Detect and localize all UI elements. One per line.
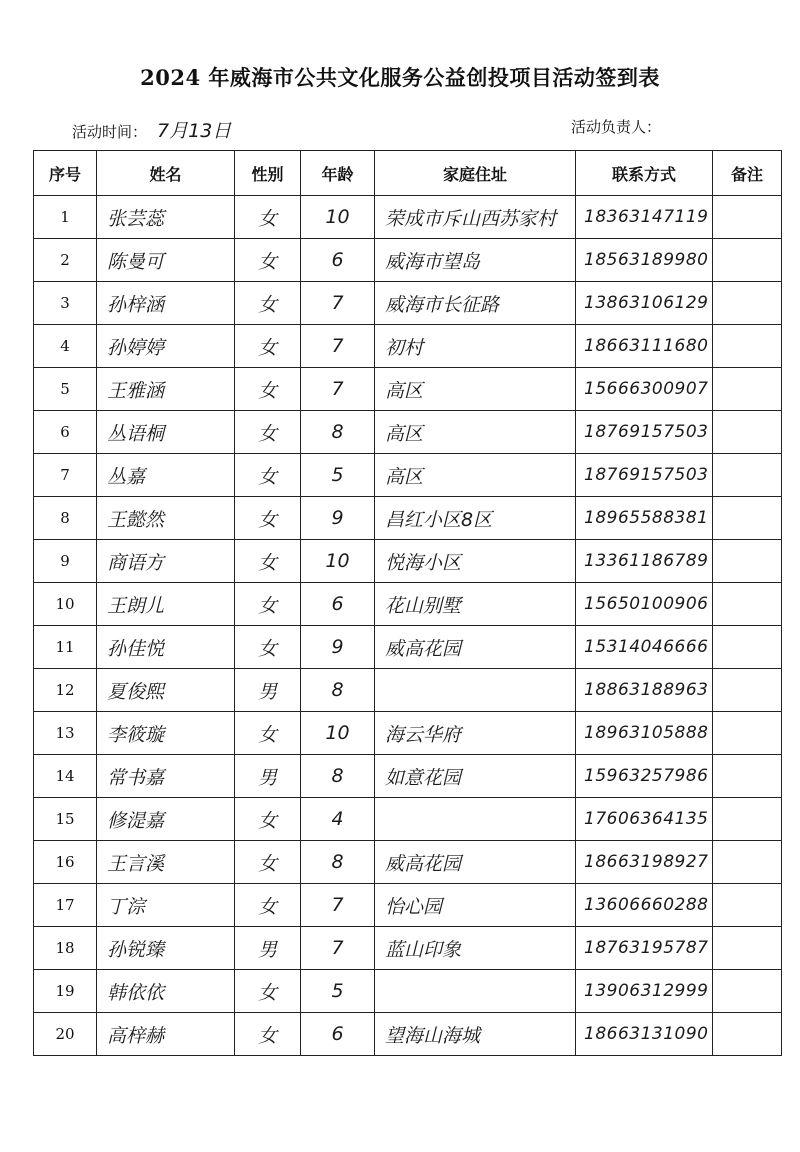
age-cell: 8 bbox=[301, 411, 375, 454]
name-cell: 王雅涵 bbox=[97, 368, 235, 411]
table-row bbox=[34, 368, 782, 411]
gender-cell: 女 bbox=[235, 454, 301, 497]
gender-cell: 女 bbox=[235, 970, 301, 1013]
row-number: 10 bbox=[34, 583, 97, 626]
age-cell: 8 bbox=[301, 669, 375, 712]
address-cell: 悦海小区 bbox=[375, 540, 576, 583]
note-cell bbox=[713, 798, 782, 841]
address-cell: 威海市长征路 bbox=[375, 282, 576, 325]
table-row bbox=[34, 540, 782, 583]
phone-cell: 15650100906 bbox=[576, 583, 713, 626]
address-cell: 高区 bbox=[375, 368, 576, 411]
gender-cell: 女 bbox=[235, 325, 301, 368]
note-cell bbox=[713, 712, 782, 755]
note-cell bbox=[713, 196, 782, 239]
gender-cell: 女 bbox=[235, 798, 301, 841]
gender-cell: 女 bbox=[235, 540, 301, 583]
age-cell: 7 bbox=[301, 368, 375, 411]
note-cell bbox=[713, 454, 782, 497]
address-cell: 高区 bbox=[375, 454, 576, 497]
name-cell: 王言溪 bbox=[97, 841, 235, 884]
phone-cell: 18963105888 bbox=[576, 712, 713, 755]
table-row bbox=[34, 282, 782, 325]
row-number: 8 bbox=[34, 497, 97, 540]
table-row bbox=[34, 841, 782, 884]
note-cell bbox=[713, 927, 782, 970]
address-cell: 威海市望岛 bbox=[375, 239, 576, 282]
name-cell: 丛语桐 bbox=[97, 411, 235, 454]
age-cell: 4 bbox=[301, 798, 375, 841]
person-in-charge-label: 活动负责人： bbox=[571, 118, 662, 136]
phone-cell: 13361186789 bbox=[576, 540, 713, 583]
address-cell: 海云华府 bbox=[375, 712, 576, 755]
table-row bbox=[34, 454, 782, 497]
age-cell: 10 bbox=[301, 196, 375, 239]
name-cell: 商语方 bbox=[97, 540, 235, 583]
phone-cell: 18763195787 bbox=[576, 927, 713, 970]
header-note: 备注 bbox=[713, 151, 782, 196]
table-row bbox=[34, 626, 782, 669]
header-age: 年龄 bbox=[301, 151, 375, 196]
header-gender: 性别 bbox=[235, 151, 301, 196]
age-cell: 9 bbox=[301, 497, 375, 540]
age-cell: 8 bbox=[301, 841, 375, 884]
name-cell: 孙梓涵 bbox=[97, 282, 235, 325]
name-cell: 丁淙 bbox=[97, 884, 235, 927]
table-row bbox=[34, 884, 782, 927]
age-cell: 7 bbox=[301, 282, 375, 325]
note-cell bbox=[713, 1013, 782, 1056]
age-cell: 7 bbox=[301, 325, 375, 368]
header-address: 家庭住址 bbox=[375, 151, 576, 196]
phone-cell: 18965588381 bbox=[576, 497, 713, 540]
age-cell: 6 bbox=[301, 583, 375, 626]
person-in-charge bbox=[571, 116, 661, 137]
note-cell bbox=[713, 411, 782, 454]
note-cell bbox=[713, 884, 782, 927]
name-cell: 张芸蕊 bbox=[97, 196, 235, 239]
gender-cell: 女 bbox=[235, 368, 301, 411]
address-cell: 望海山海城 bbox=[375, 1013, 576, 1056]
table-row bbox=[34, 325, 782, 368]
age-cell: 7 bbox=[301, 927, 375, 970]
name-cell: 常书嘉 bbox=[97, 755, 235, 798]
age-cell: 10 bbox=[301, 712, 375, 755]
age-cell: 5 bbox=[301, 454, 375, 497]
note-cell bbox=[713, 325, 782, 368]
row-number: 5 bbox=[34, 368, 97, 411]
gender-cell: 女 bbox=[235, 282, 301, 325]
name-cell: 修湜嘉 bbox=[97, 798, 235, 841]
address-cell: 蓝山印象 bbox=[375, 927, 576, 970]
table-row bbox=[34, 1013, 782, 1056]
table-row bbox=[34, 583, 782, 626]
activity-time bbox=[72, 116, 231, 143]
name-cell: 丛嘉 bbox=[97, 454, 235, 497]
gender-cell: 女 bbox=[235, 712, 301, 755]
row-number: 7 bbox=[34, 454, 97, 497]
phone-cell: 18363147119 bbox=[576, 196, 713, 239]
address-cell: 花山别墅 bbox=[375, 583, 576, 626]
table-row bbox=[34, 196, 782, 239]
age-cell: 9 bbox=[301, 626, 375, 669]
header-name: 姓名 bbox=[97, 151, 235, 196]
address-cell: 昌红小区8区 bbox=[375, 497, 576, 540]
phone-cell: 15963257986 bbox=[576, 755, 713, 798]
row-number: 2 bbox=[34, 239, 97, 282]
table-row bbox=[34, 712, 782, 755]
header-phone: 联系方式 bbox=[576, 151, 713, 196]
note-cell bbox=[713, 368, 782, 411]
address-cell bbox=[375, 669, 576, 712]
gender-cell: 女 bbox=[235, 411, 301, 454]
name-cell: 王懿然 bbox=[97, 497, 235, 540]
table-row bbox=[34, 970, 782, 1013]
table-row bbox=[34, 239, 782, 282]
gender-cell: 女 bbox=[235, 497, 301, 540]
row-number: 16 bbox=[34, 841, 97, 884]
row-number: 13 bbox=[34, 712, 97, 755]
phone-cell: 18663111680 bbox=[576, 325, 713, 368]
row-number: 20 bbox=[34, 1013, 97, 1056]
gender-cell: 女 bbox=[235, 1013, 301, 1056]
gender-cell: 女 bbox=[235, 583, 301, 626]
note-cell bbox=[713, 755, 782, 798]
phone-cell: 18663131090 bbox=[576, 1013, 713, 1056]
address-cell: 威高花园 bbox=[375, 626, 576, 669]
phone-cell: 13606660288 bbox=[576, 884, 713, 927]
age-cell: 8 bbox=[301, 755, 375, 798]
name-cell: 孙佳悦 bbox=[97, 626, 235, 669]
row-number: 19 bbox=[34, 970, 97, 1013]
table-row bbox=[34, 927, 782, 970]
name-cell: 孙锐臻 bbox=[97, 927, 235, 970]
row-number: 6 bbox=[34, 411, 97, 454]
page-title: 2024 年威海市公共文化服务公益创投项目活动签到表 bbox=[140, 65, 660, 90]
note-cell bbox=[713, 669, 782, 712]
phone-cell: 18663198927 bbox=[576, 841, 713, 884]
gender-cell: 女 bbox=[235, 626, 301, 669]
address-cell: 荣成市斥山西苏家村 bbox=[375, 196, 576, 239]
table-row bbox=[34, 669, 782, 712]
row-number: 12 bbox=[34, 669, 97, 712]
phone-cell: 13863106129 bbox=[576, 282, 713, 325]
gender-cell: 男 bbox=[235, 755, 301, 798]
age-cell: 6 bbox=[301, 239, 375, 282]
phone-cell: 15666300907 bbox=[576, 368, 713, 411]
name-cell: 孙婷婷 bbox=[97, 325, 235, 368]
phone-cell: 17606364135 bbox=[576, 798, 713, 841]
note-cell bbox=[713, 841, 782, 884]
row-number: 14 bbox=[34, 755, 97, 798]
address-cell bbox=[375, 798, 576, 841]
row-number: 11 bbox=[34, 626, 97, 669]
name-cell: 高梓赫 bbox=[97, 1013, 235, 1056]
row-number: 18 bbox=[34, 927, 97, 970]
note-cell bbox=[713, 970, 782, 1013]
name-cell: 夏俊熙 bbox=[97, 669, 235, 712]
row-number: 4 bbox=[34, 325, 97, 368]
phone-cell: 18863188963 bbox=[576, 669, 713, 712]
name-cell: 王朗儿 bbox=[97, 583, 235, 626]
sign-in-table bbox=[33, 150, 782, 1056]
note-cell bbox=[713, 282, 782, 325]
address-cell: 如意花园 bbox=[375, 755, 576, 798]
table-row bbox=[34, 755, 782, 798]
row-number: 9 bbox=[34, 540, 97, 583]
row-number: 3 bbox=[34, 282, 97, 325]
name-cell: 韩依依 bbox=[97, 970, 235, 1013]
row-number: 15 bbox=[34, 798, 97, 841]
gender-cell: 男 bbox=[235, 927, 301, 970]
age-cell: 6 bbox=[301, 1013, 375, 1056]
address-cell: 初村 bbox=[375, 325, 576, 368]
age-cell: 7 bbox=[301, 884, 375, 927]
table-row bbox=[34, 798, 782, 841]
note-cell bbox=[713, 626, 782, 669]
phone-cell: 13906312999 bbox=[576, 970, 713, 1013]
phone-cell: 18769157503 bbox=[576, 411, 713, 454]
activity-time-value: 7月13日 bbox=[157, 120, 232, 142]
phone-cell: 18769157503 bbox=[576, 454, 713, 497]
note-cell bbox=[713, 239, 782, 282]
address-cell: 怡心园 bbox=[375, 884, 576, 927]
table-row bbox=[34, 411, 782, 454]
age-cell: 10 bbox=[301, 540, 375, 583]
activity-time-label: 活动时间： bbox=[72, 123, 148, 141]
address-cell bbox=[375, 970, 576, 1013]
name-cell: 陈曼可 bbox=[97, 239, 235, 282]
gender-cell: 女 bbox=[235, 841, 301, 884]
row-number: 1 bbox=[34, 196, 97, 239]
header-no: 序号 bbox=[34, 151, 97, 196]
phone-cell: 18563189980 bbox=[576, 239, 713, 282]
row-number: 17 bbox=[34, 884, 97, 927]
gender-cell: 女 bbox=[235, 196, 301, 239]
age-cell: 5 bbox=[301, 970, 375, 1013]
note-cell bbox=[713, 583, 782, 626]
note-cell bbox=[713, 540, 782, 583]
gender-cell: 女 bbox=[235, 239, 301, 282]
gender-cell: 女 bbox=[235, 884, 301, 927]
phone-cell: 15314046666 bbox=[576, 626, 713, 669]
table-header-row bbox=[34, 151, 782, 196]
table-row bbox=[34, 497, 782, 540]
address-cell: 威高花园 bbox=[375, 841, 576, 884]
gender-cell: 男 bbox=[235, 669, 301, 712]
note-cell bbox=[713, 497, 782, 540]
address-cell: 高区 bbox=[375, 411, 576, 454]
name-cell: 李筱璇 bbox=[97, 712, 235, 755]
